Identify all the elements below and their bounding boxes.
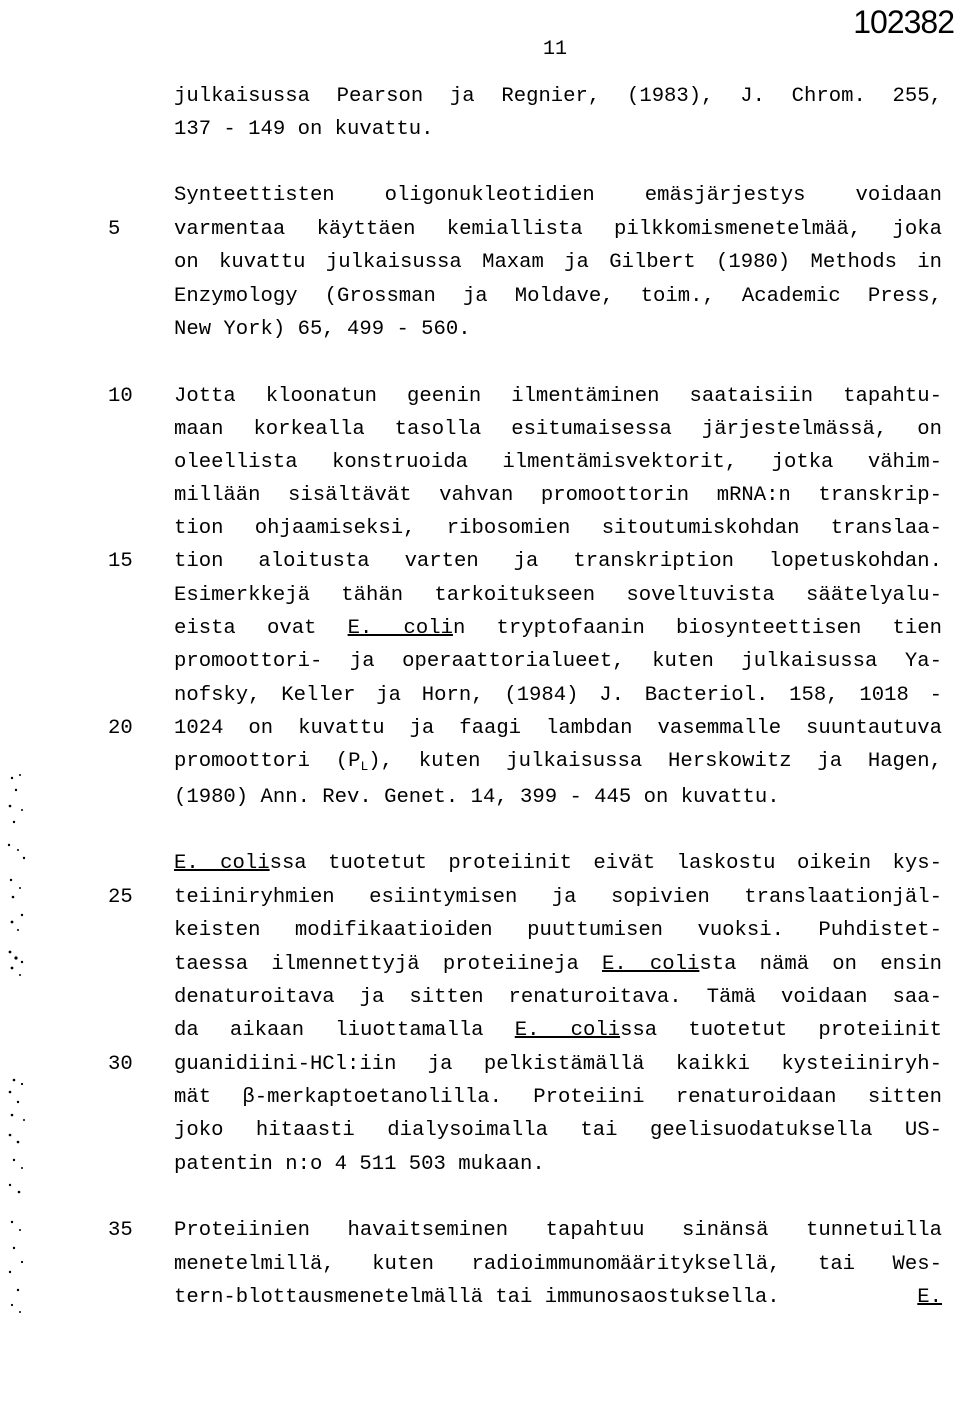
patent-number: 102382 bbox=[853, 4, 954, 40]
line-number-20: 20 bbox=[108, 717, 133, 740]
line-number-10: 10 bbox=[108, 385, 133, 408]
line-number-5: 5 bbox=[108, 218, 121, 241]
text-line: Synteettisten oligonukleotidien emäsjärjestys voidaan bbox=[174, 184, 942, 207]
text-line: da aikaan liuottamalla E. colissa tuotetut proteiinit bbox=[174, 1019, 942, 1042]
text-line: tion aloitusta varten ja transkription lopetuskohdan. bbox=[174, 550, 942, 573]
text-line: eista ovat E. colin tryptofaanin biosynteettisen tien bbox=[174, 617, 942, 640]
text-line: varmentaa käyttäen kemiallista pilkkomismenetelmää, joka bbox=[174, 218, 942, 241]
species-name: E. coli bbox=[514, 1019, 621, 1042]
text-line: guanidiini-HCl:iin ja pelkistämällä kaikki kysteiiniryh- bbox=[174, 1053, 942, 1076]
scan-artifact-dots bbox=[0, 0, 80, 1410]
text-line: Esimerkkejä tähän tarkoitukseen soveltuvista säätelyalu- bbox=[174, 584, 942, 607]
text-line: promoottori $(P_L)$, kuten julkaisussa Herskowitz ja Hagen, bbox=[174, 750, 942, 774]
text-line: joko hitaasti dialysoimalla tai geelisuodatuksella US- bbox=[174, 1119, 942, 1142]
text-line: menetelmillä, kuten radioimmunomäärityksellä, tai Wes- bbox=[174, 1253, 942, 1276]
line-number-30: 30 bbox=[108, 1053, 133, 1076]
text-line: New York) 65, 499 - 560. bbox=[174, 318, 471, 341]
text-line: oleellista konstruoida ilmentämisvektorit, jotka vähim- bbox=[174, 451, 942, 474]
text-line: denaturoitava ja sitten renaturoitava. Tämä voidaan saa- bbox=[174, 986, 942, 1009]
text-line: 1024 on kuvattu ja faagi lambdan vasemmalle suuntautuva bbox=[174, 717, 942, 740]
text-line: tern-blottausmenetelmällä tai immunosaostuksella. E. bbox=[174, 1286, 942, 1309]
text-line: Jotta kloonatun geenin ilmentäminen saataisiin tapahtu- bbox=[174, 385, 942, 408]
text-line: Enzymology (Grossman ja Moldave, toim., Academic Press, bbox=[174, 285, 942, 308]
text-line: millään sisältävät vahvan promoottorin mRNA:n transkrip- bbox=[174, 484, 942, 507]
text-line: 137 - 149 on kuvattu. bbox=[174, 118, 434, 141]
line-number-15: 15 bbox=[108, 550, 133, 573]
text-line: Proteiinien havaitseminen tapahtuu sinänsä tunnetuilla bbox=[174, 1219, 942, 1242]
text-line: teiiniryhmien esiintymisen ja sopivien translaationjäl- bbox=[174, 886, 942, 909]
text-line: promoottori- ja operaattorialueet, kuten julkaisussa Ya- bbox=[174, 650, 942, 673]
text-line: keisten modifikaatioiden puuttumisen vuoksi. Puhdistet- bbox=[174, 919, 942, 942]
species-name: E. bbox=[917, 1286, 942, 1309]
text-line: taessa ilmennettyjä proteiineja E. colista nämä on ensin bbox=[174, 953, 943, 976]
text-line: tion ohjaamiseksi, ribosomien sitoutumiskohdan translaa- bbox=[174, 517, 942, 540]
text-line: E. colissa tuotetut proteiinit eivät laskostu oikein kys- bbox=[174, 852, 942, 875]
species-name: E. coli bbox=[602, 953, 700, 976]
text-line: julkaisussa Pearson ja Regnier, (1983), J. Chrom. 255, bbox=[174, 85, 942, 108]
text-line: (1980) Ann. Rev. Genet. 14, 399 - 445 on kuvattu. bbox=[174, 786, 780, 809]
text-line: mät β-merkaptoetanolilla. Proteiini renaturoidaan sitten bbox=[174, 1086, 942, 1109]
text-line: nofsky, Keller ja Horn, (1984) J. Bacteriol. 158, 1018 - bbox=[174, 684, 942, 707]
species-name: E. coli bbox=[347, 617, 453, 640]
line-number-25: 25 bbox=[108, 886, 133, 909]
text-line: maan korkealla tasolla esitumaisessa järjestelmässä, on bbox=[174, 418, 942, 441]
subscript: L bbox=[360, 759, 369, 774]
text-line: patentin n:o 4 511 503 mukaan. bbox=[174, 1153, 545, 1176]
page-number: 11 bbox=[543, 38, 568, 61]
line-number-35: 35 bbox=[108, 1219, 133, 1242]
text-line: on kuvattu julkaisussa Maxam ja Gilbert (1980) Methods in bbox=[174, 251, 942, 274]
species-name: E. coli bbox=[174, 852, 270, 875]
